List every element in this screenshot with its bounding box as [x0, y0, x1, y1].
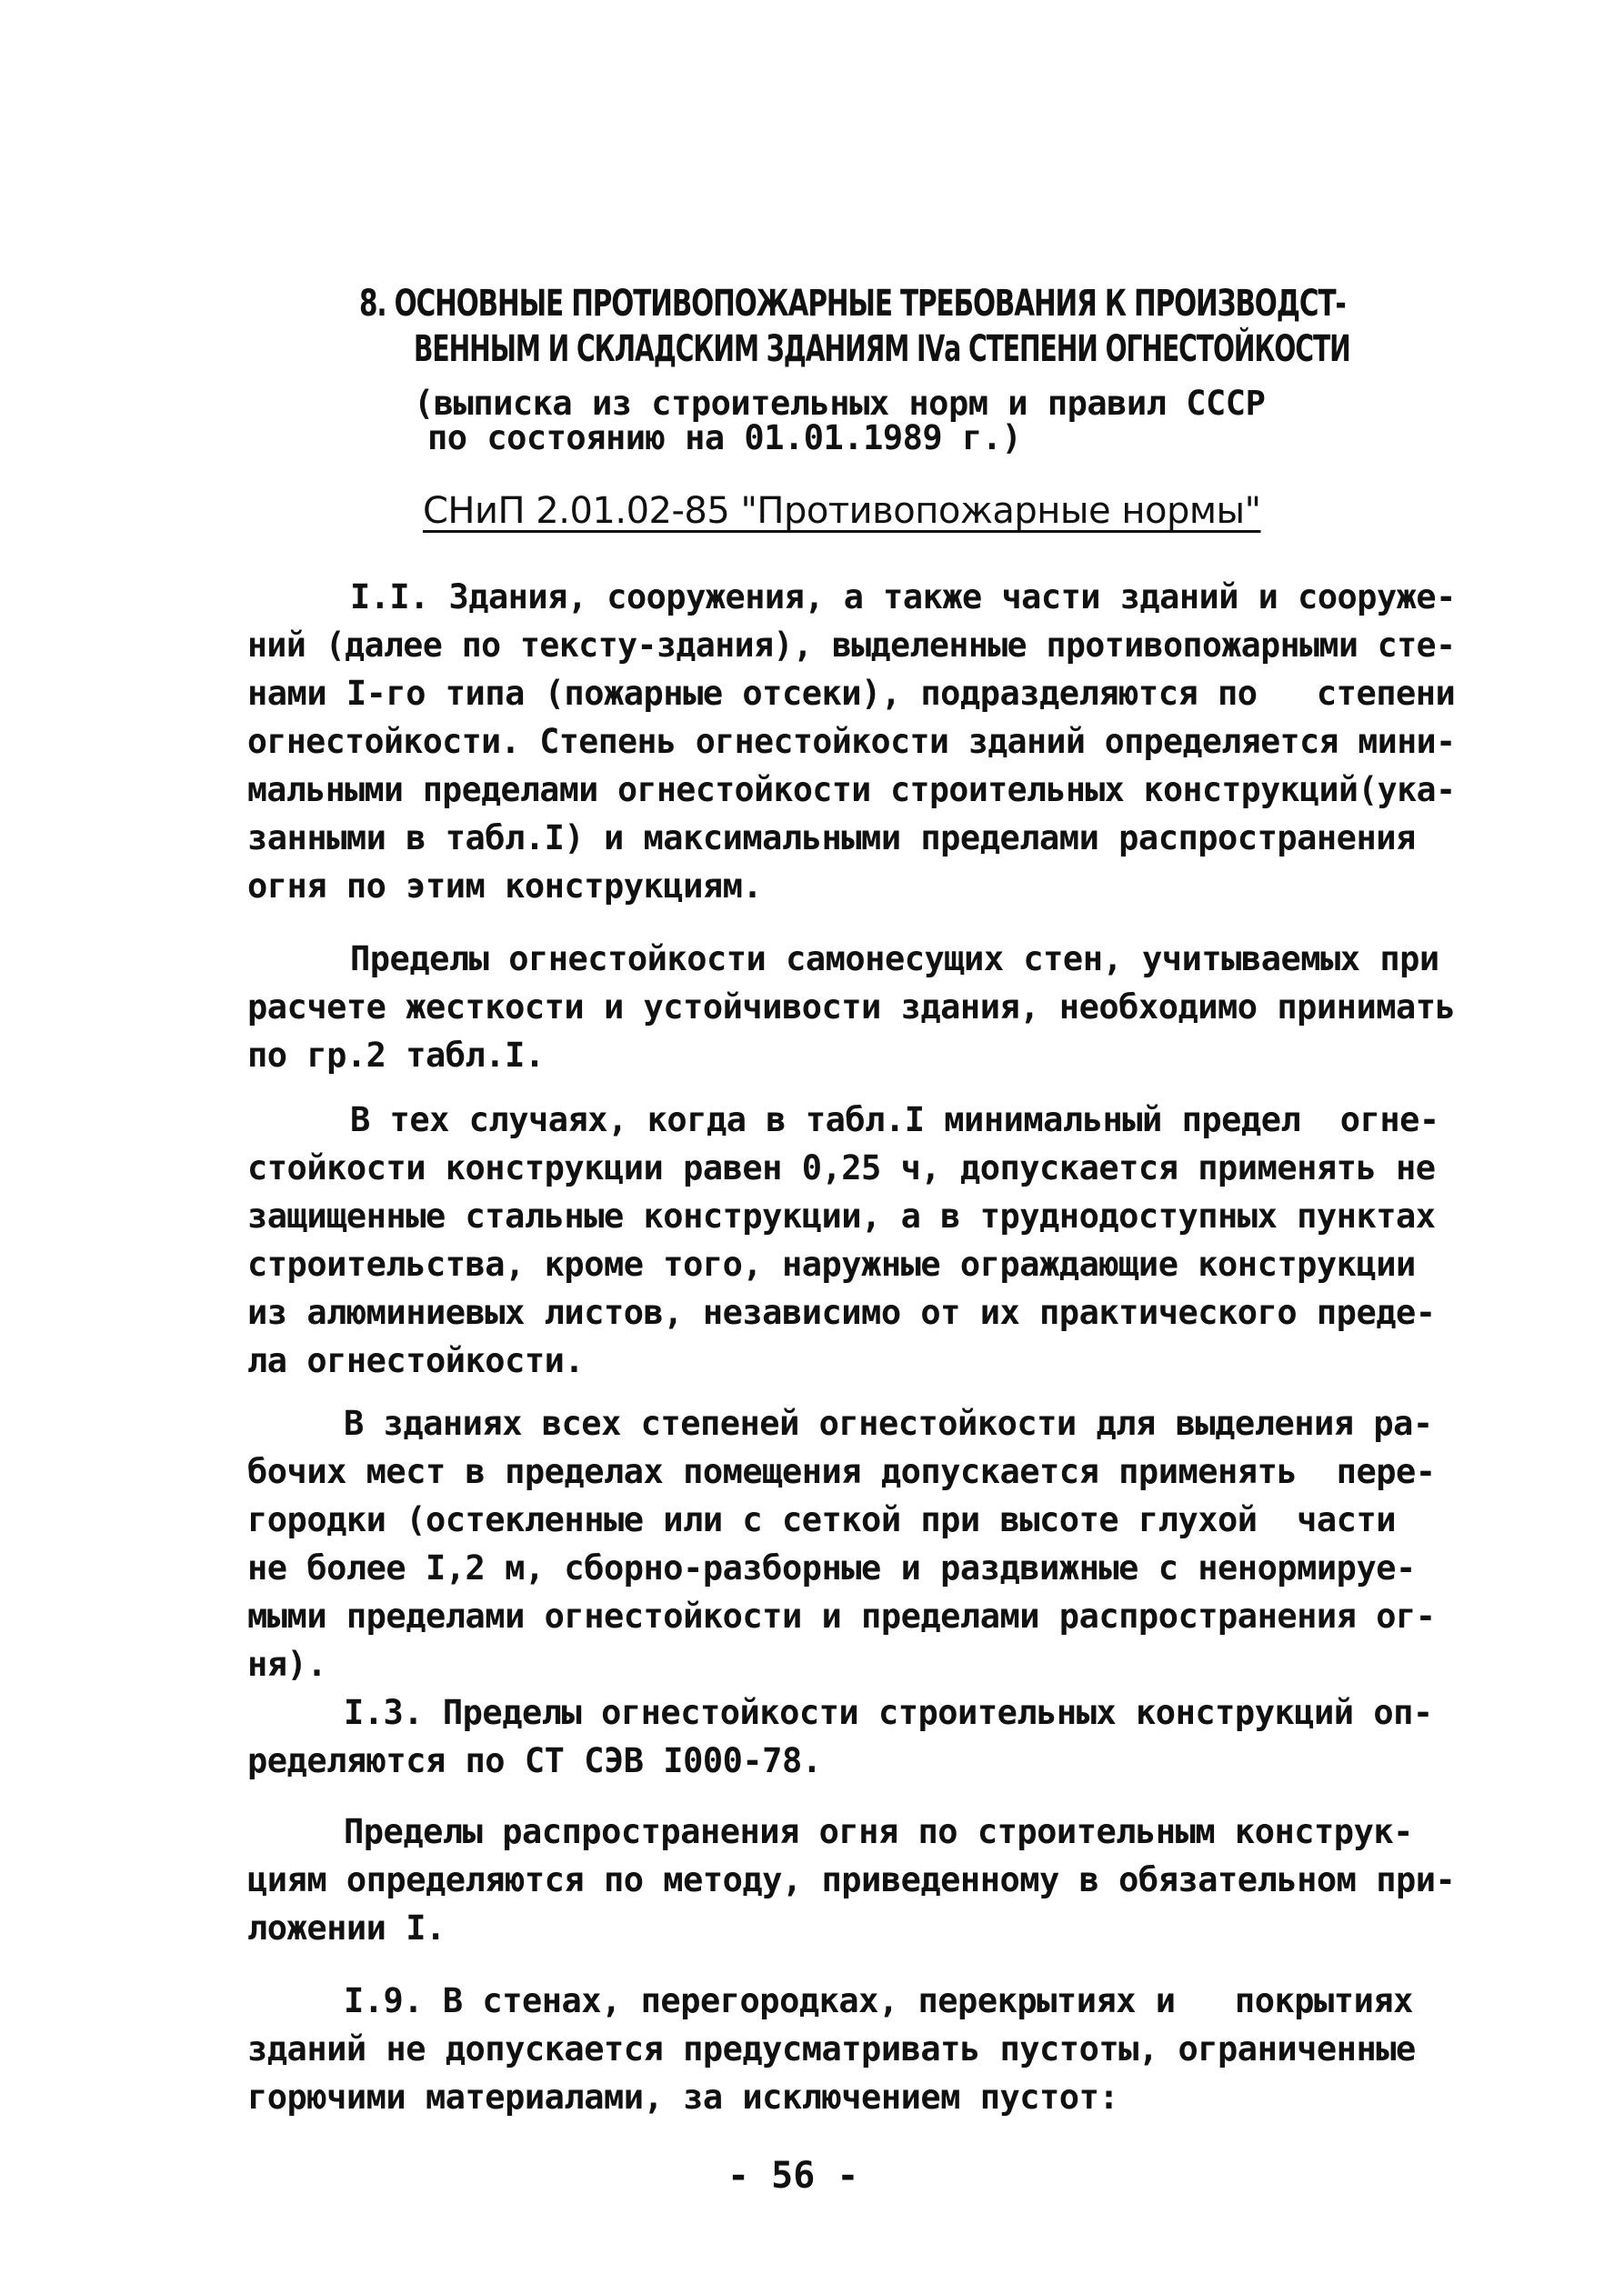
paragraph-4-line: городки (остекленные или с сеткой при высоте глухой части	[247, 1500, 1397, 1539]
paragraph-1-line: I.I. Здания, сооружения, а также части зданий и сооруже-	[350, 577, 1456, 616]
paragraph-3-line: В тех случаях, когда в табл.I минимальный предел огне-	[350, 1100, 1439, 1139]
paragraph-6-line: Пределы распространения огня по строительным конструк-	[344, 1812, 1413, 1851]
paragraph-4-line: мыми пределами огнестойкости и пределами распространения ог-	[247, 1597, 1436, 1636]
paragraph-7-line: I.9. В стенах, перегородках, перекрытиях и покрытиях	[344, 1981, 1413, 2020]
paragraph-6-line: ложении I.	[247, 1908, 446, 1948]
section-subheading-line-1: (выписка из строительных норм и правил СССР	[414, 384, 1266, 423]
snip-title: СНиП 2.01.02-85 "Противопожарные нормы"	[423, 490, 1261, 532]
paragraph-1-line: нами I-го типа (пожарные отсеки), подразделяются по степени	[247, 674, 1456, 713]
paragraph-1-line: огня по этим конструкциям.	[247, 867, 763, 906]
paragraph-4-line: не более I,2 м, сборно-разборные и раздвижные с ненормируе-	[247, 1548, 1416, 1588]
paragraph-4-line: В зданиях всех степеней огнестойкости для выделения ра-	[344, 1404, 1433, 1443]
paragraph-3-line: из алюминиевых листов, независимо от их практического преде-	[247, 1293, 1436, 1332]
paragraph-7-line: зданий не допускается предусматривать пустоты, ограниченные	[247, 2029, 1416, 2069]
paragraph-3-line: ла огнестойкости.	[247, 1341, 585, 1380]
paragraph-2-line: по гр.2 табл.I.	[247, 1036, 545, 1075]
paragraph-3-line: строительства, кроме того, наружные ограждающие конструкции	[247, 1245, 1416, 1284]
paragraph-6-line: циям определяются по методу, приведенному в обязательном при-	[247, 1860, 1456, 1899]
paragraph-1-line: мальными пределами огнестойкости строительных конструкций(ука-	[247, 770, 1456, 809]
paragraph-2-line: Пределы огнестойкости самонесущих стен, учитываемых при	[350, 939, 1439, 978]
paragraph-7-line: горючими материалами, за исключением пустот:	[247, 2078, 1119, 2117]
section-heading-line-1: 8. ОСНОВНЫЕ ПРОТИВОПОЖАРНЫЕ ТРЕБОВАНИЯ К ПРОИЗВОДСТ-	[359, 283, 1346, 325]
section-subheading-line-2: по состоянию на 01.01.1989 г.)	[427, 418, 1022, 457]
paragraph-1-line: занными в табл.I) и максимальными пределами распространения	[247, 818, 1416, 857]
paragraph-2-line: расчете жесткости и устойчивости здания, необходимо принимать	[247, 987, 1456, 1027]
paragraph-3-line: стойкости конструкции равен 0,25 ч, допускается применять не	[247, 1148, 1436, 1187]
paragraph-1-line: огнестойкости. Степень огнестойкости зданий определяется мини-	[247, 722, 1456, 761]
paragraph-1-line: ний (далее по тексту-здания), выделенные противопожарными сте-	[247, 626, 1456, 665]
paragraph-4-line: бочих мест в пределах помещения допускается применять пере-	[247, 1452, 1436, 1491]
paragraph-5-line: I.3. Пределы огнестойкости строительных конструкций оп-	[344, 1693, 1433, 1732]
paragraph-4-line: ня).	[247, 1645, 327, 1684]
paragraph-3-line: защищенные стальные конструкции, а в труднодоступных пунктах	[247, 1197, 1436, 1236]
page-number: - 56 -	[727, 2155, 859, 2197]
section-heading-line-2: ВЕННЫМ И СКЛАДСКИМ ЗДАНИЯМ IVа СТЕПЕНИ ОГНЕСТОЙКОСТИ	[414, 328, 1350, 370]
paragraph-5-line: ределяются по СТ СЭВ I000-78.	[247, 1741, 822, 1780]
